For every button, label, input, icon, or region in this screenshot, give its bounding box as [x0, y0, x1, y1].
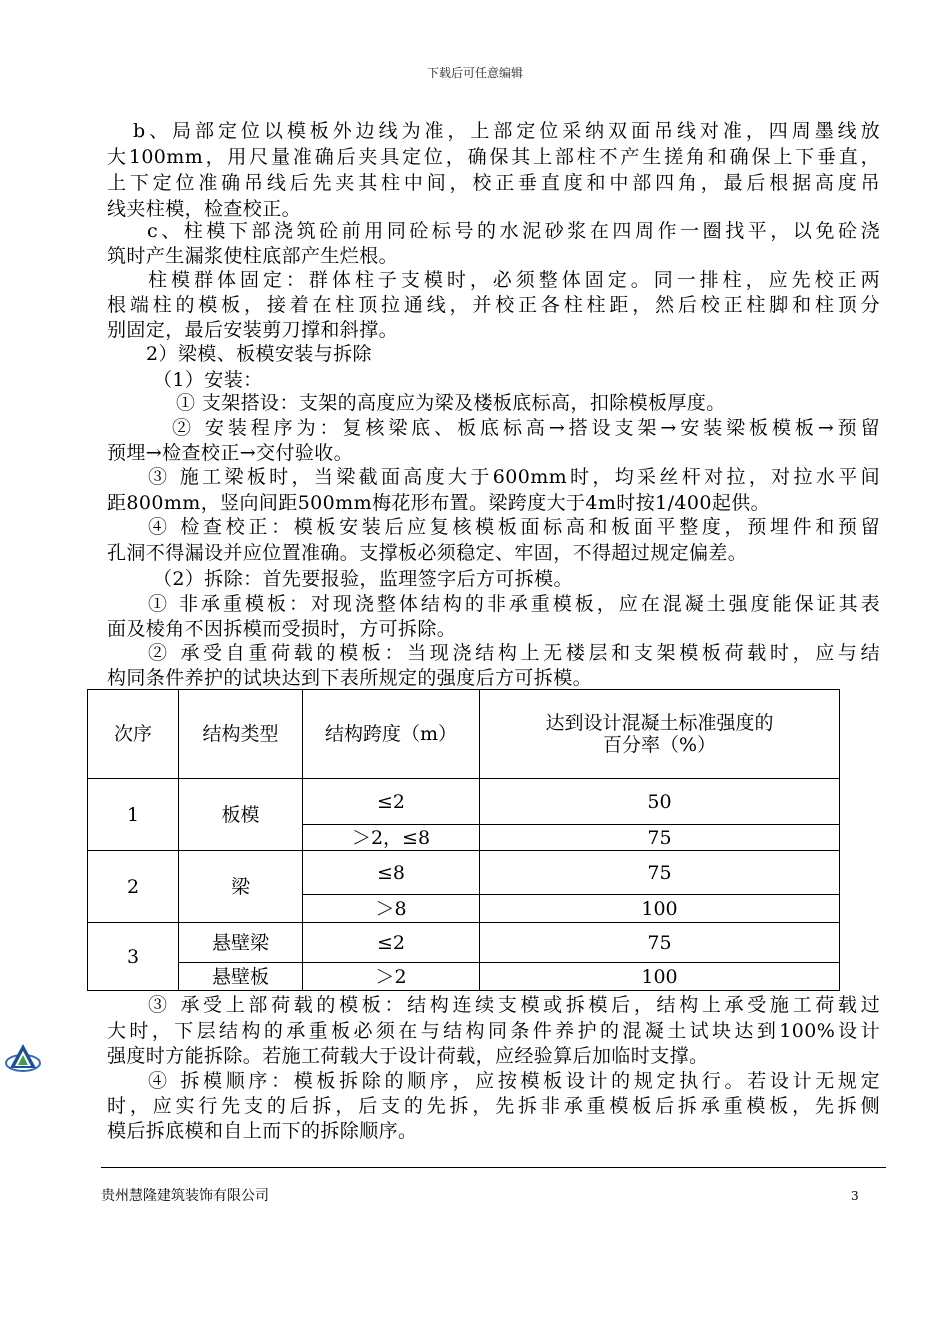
paragraph-line: ④ 拆模顺序：模板拆除的顺序，应按模板设计的规定执行。若设计无规定: [148, 1070, 880, 1092]
table-row: [88, 963, 840, 991]
cell-seq: 2: [88, 851, 179, 923]
paragraph-line: 筑时产生漏浆使柱底部产生烂根。: [107, 245, 399, 267]
paragraph-line: ③ 承受上部荷载的模板：结构连续支模或拆模后，结构上承受施工荷载过: [148, 994, 880, 1016]
table-row: [88, 779, 840, 825]
paragraph-line: ② 安装程序为：复核梁底、板底标高→搭设支架→安装梁板模板→预留: [172, 417, 880, 439]
paragraph-line: 线夹柱模，检查校正。: [107, 198, 302, 220]
paragraph-line: 距800mm，竖向间距500mm梅花形布置。梁跨度大于4m时按1/400起供。: [107, 492, 771, 514]
table-row: [88, 851, 840, 895]
paragraph-line: （2）拆除：首先要报验，监理签字后方可拆模。: [153, 568, 573, 590]
paragraph-line: 构同条件养护的试块达到下表所规定的强度后方可拆模。: [107, 667, 593, 689]
cell-type: 梁: [179, 851, 303, 923]
paragraph-line: 上下定位准确吊线后先夹其柱中间，校正垂直度和中部四角，最后根据高度吊: [107, 172, 880, 194]
cell-span: ＞2，≤8: [303, 825, 480, 851]
paragraph-line: 预埋→检查校正→交付验收。: [107, 442, 354, 464]
header-note: 下载后可任意编辑: [426, 66, 523, 80]
cell-span: ≤8: [303, 851, 480, 895]
cell-seq: 3: [88, 923, 179, 991]
paragraph-line: ③ 施工梁板时，当梁截面高度大于600mm时，均采丝杆对拉，对拉水平间: [148, 466, 880, 488]
paragraph-line: c、柱模下部浇筑砼前用同砼标号的水泥砂浆在四周作一圈找平，以免砼浇: [147, 220, 880, 242]
cell-percentage: 50: [480, 779, 840, 825]
footer-company-name: 贵州慧隆建筑装饰有限公司: [101, 1188, 269, 1204]
demolding-strength-table: [87, 689, 840, 991]
cell-percentage: 75: [480, 851, 840, 895]
paragraph-line: ① 支架搭设：支架的高度应为梁及楼板底标高，扣除模板厚度。: [176, 392, 726, 414]
paragraph-line: ② 承受自重荷载的模板：当现浇结构上无楼层和支架模板荷载时，应与结: [148, 642, 880, 664]
paragraph-line: 模后拆底模和自上而下的拆除顺序。: [107, 1120, 418, 1142]
cell-span: ≤2: [303, 923, 480, 963]
header-seq: 次序: [88, 690, 179, 779]
paragraph-line: 强度时方能拆除。若施工荷载大于设计荷载，应经验算后加临时支撑。: [107, 1045, 709, 1067]
cell-type: 悬壁梁: [179, 923, 303, 963]
header-percentage: [480, 690, 840, 779]
paragraph-line: 大100mm，用尺量准确后夹具定位，确保其上部柱不产生搓角和确保上下垂直，: [107, 146, 880, 168]
cell-percentage: 100: [480, 895, 840, 923]
header-structure-type: 结构类型: [179, 690, 303, 779]
footer-divider: [101, 1167, 886, 1168]
cell-span: ≤2: [303, 779, 480, 825]
paragraph-line: 2）梁模、板模安装与拆除: [146, 343, 372, 365]
paragraph-line: 根端柱的模板，接着在柱顶拉通线，并校正各柱柱距，然后校正柱脚和柱顶分: [107, 294, 880, 316]
cell-span: ＞8: [303, 895, 480, 923]
cell-span: ＞2: [303, 963, 480, 991]
header-percentage-line1: 达到设计混凝土标准强度的: [545, 712, 774, 734]
paragraph-line: 别固定，最后安装剪刀撑和斜撑。: [107, 319, 399, 341]
paragraph-line: 面及棱角不因拆模而受损时，方可拆除。: [107, 618, 457, 640]
paragraph-line: 柱模群体固定：群体柱子支模时，必须整体固定。同一排柱，应先校正两: [148, 269, 880, 291]
paragraph-line: 大时，下层结构的承重板必须在与结构同条件养护的混凝土试块达到100%设计: [107, 1020, 880, 1042]
table-row: [88, 923, 840, 963]
paragraph-line: 孔洞不得漏设并应位置准确。支撑板必须稳定、牢固，不得超过规定偏差。: [107, 542, 748, 564]
cell-percentage: 75: [480, 825, 840, 851]
paragraph-line: （1）安装：: [153, 369, 263, 391]
header-span: 结构跨度（m）: [303, 690, 480, 779]
cell-percentage: 75: [480, 923, 840, 963]
cell-type: 悬壁板: [179, 963, 303, 991]
paragraph-line: b、局部定位以模板外边线为准，上部定位采纳双面吊线对准，四周墨线放: [133, 120, 880, 142]
header-percentage-line2: 百分率（%）: [602, 734, 717, 756]
table-header-row: [88, 690, 840, 779]
page-number: 3: [851, 1189, 859, 1203]
company-logo-icon: [4, 1041, 42, 1075]
cell-seq: 1: [88, 779, 179, 851]
cell-percentage: 100: [480, 963, 840, 991]
paragraph-line: 时，应实行先支的后拆，后支的先拆，先拆非承重模板后拆承重模板，先拆侧: [107, 1095, 880, 1117]
cell-type: 板模: [179, 779, 303, 851]
paragraph-line: ① 非承重模板：对现浇整体结构的非承重模板，应在混凝土强度能保证其表: [148, 593, 880, 615]
paragraph-line: ④ 检查校正：模板安装后应复核模板面标高和板面平整度，预埋件和预留: [148, 516, 880, 538]
